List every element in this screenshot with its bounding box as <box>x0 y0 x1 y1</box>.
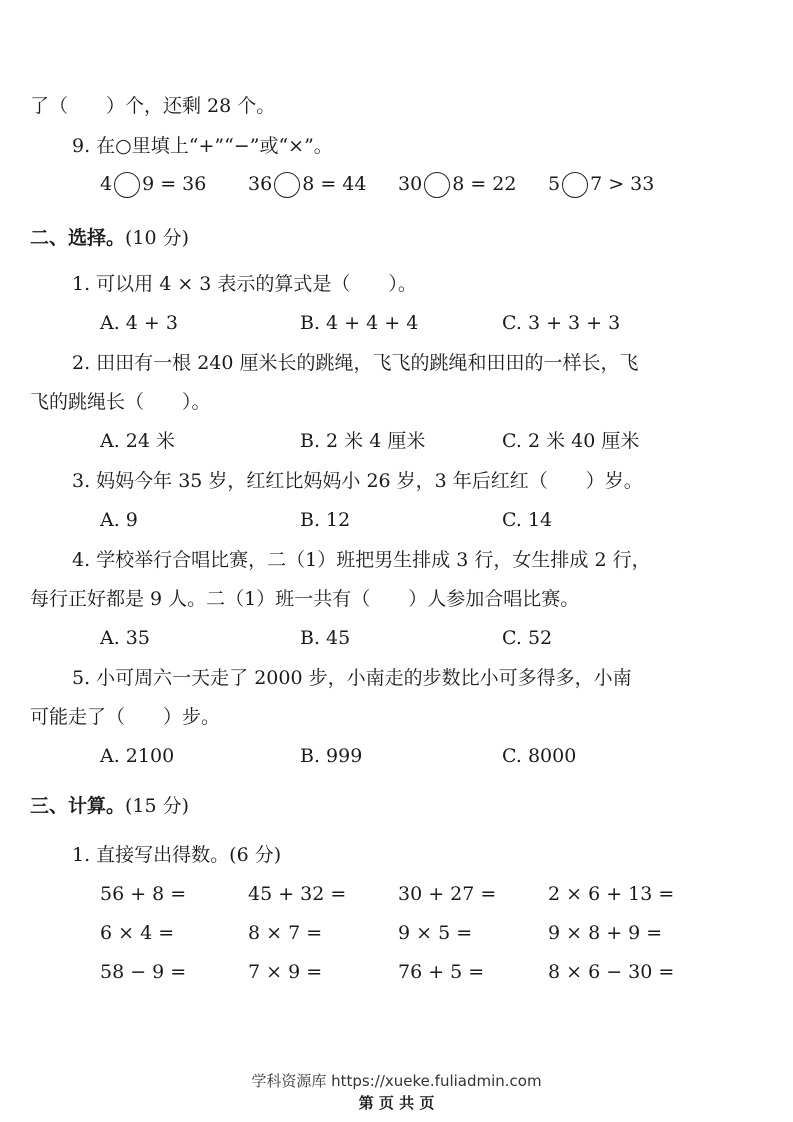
calc-item: 2 × 6 + 13 = <box>548 883 675 905</box>
operator-blank-circle[interactable] <box>274 172 300 198</box>
q9-item-4-left: 5 <box>548 173 561 195</box>
calc-item: 56 + 8 = <box>100 883 187 905</box>
q9-item-1-left: 4 <box>100 173 113 195</box>
s2-q5-text-line1: 5. 小可周六一天走了 2000 步，小南走的步数比小可多得多，小南 <box>72 667 632 689</box>
s2-q5-text-line2: 可能走了（ ）步。 <box>30 706 221 728</box>
q9-item-4 <box>548 172 654 198</box>
continued-question-text: 了（ ）个，还剩 28 个。 <box>30 95 276 117</box>
calc-item: 45 + 32 = <box>248 883 347 905</box>
q9-item-1 <box>100 172 206 198</box>
s2-q2-option-b[interactable]: B. 2 米 4 厘米 <box>300 430 426 452</box>
section-3-points: (15 分) <box>125 795 190 817</box>
section-2-points: (10 分) <box>125 227 190 249</box>
s3-sub1-prompt: 1. 直接写出得数。(6 分) <box>72 844 282 866</box>
operator-blank-circle[interactable] <box>562 172 588 198</box>
calc-item: 6 × 4 = <box>100 922 175 944</box>
calc-item: 9 × 8 + 9 = <box>548 922 663 944</box>
s2-q5-option-a[interactable]: A. 2100 <box>100 745 175 767</box>
calc-item: 7 × 9 = <box>248 961 323 983</box>
calc-item: 8 × 6 − 30 = <box>548 961 675 983</box>
s2-q3-option-b[interactable]: B. 12 <box>300 509 351 531</box>
calc-item: 30 + 27 = <box>398 883 497 905</box>
s2-q3-option-a[interactable]: A. 9 <box>100 509 138 531</box>
section-2-title: 二、选择。 <box>30 227 126 249</box>
section-2-heading <box>30 226 189 250</box>
s2-q1-option-a[interactable]: A. 4 + 3 <box>100 312 178 334</box>
q9-item-2-right: 8 = 44 <box>302 173 367 195</box>
s2-q4-option-c[interactable]: C. 52 <box>502 627 553 649</box>
s2-q4-text-line1: 4. 学校举行合唱比赛，二（1）班把男生排成 3 行，女生排成 2 行， <box>72 549 651 571</box>
s2-q2-text-line1: 2. 田田有一根 240 厘米长的跳绳，飞飞的跳绳和田田的一样长，飞 <box>72 352 639 374</box>
s2-q5-option-b[interactable]: B. 999 <box>300 745 363 767</box>
s2-q5-option-c[interactable]: C. 8000 <box>502 745 577 767</box>
section-3-title: 三、计算。 <box>30 795 126 817</box>
q9-item-4-right: 7 > 33 <box>590 173 655 195</box>
q9-item-2-left: 36 <box>248 173 273 195</box>
s2-q1-option-b[interactable]: B. 4 + 4 + 4 <box>300 312 419 334</box>
section-3-heading <box>30 794 189 818</box>
s2-q1-option-c[interactable]: C. 3 + 3 + 3 <box>502 312 621 334</box>
question-9-prompt: 9. 在○里填上“+”“−”或“×”。 <box>72 135 333 157</box>
s2-q3-option-c[interactable]: C. 14 <box>502 509 553 531</box>
calc-item: 8 × 7 = <box>248 922 323 944</box>
s2-q1-text: 1. 可以用 4 × 3 表示的算式是（ ）。 <box>72 273 417 295</box>
s2-q2-text-line2: 飞的跳绳长（ ）。 <box>30 391 211 413</box>
s2-q3-text: 3. 妈妈今年 35 岁，红红比妈妈小 26 岁，3 年后红红（ ）岁。 <box>72 470 643 492</box>
s2-q2-option-a[interactable]: A. 24 米 <box>100 430 176 452</box>
q9-item-1-right: 9 = 36 <box>142 173 207 195</box>
q9-item-3-right: 8 = 22 <box>452 173 517 195</box>
q9-item-2 <box>248 172 366 198</box>
footer-page-number: 第 页 共 页 <box>358 1094 435 1112</box>
operator-blank-circle[interactable] <box>114 172 140 198</box>
s2-q4-text-line2: 每行正好都是 9 人。二（1）班一共有（ ）人参加合唱比赛。 <box>30 588 580 610</box>
q9-item-3 <box>398 172 516 198</box>
calc-item: 9 × 5 = <box>398 922 473 944</box>
q9-item-3-left: 30 <box>398 173 423 195</box>
calc-item: 76 + 5 = <box>398 961 485 983</box>
s2-q4-option-a[interactable]: A. 35 <box>100 627 150 649</box>
s2-q2-option-c[interactable]: C. 2 米 40 厘米 <box>502 430 640 452</box>
operator-blank-circle[interactable] <box>424 172 450 198</box>
s2-q4-option-b[interactable]: B. 45 <box>300 627 351 649</box>
footer-source: 学科资源库 https://xueke.fuliadmin.com <box>251 1072 542 1090</box>
calc-item: 58 − 9 = <box>100 961 187 983</box>
